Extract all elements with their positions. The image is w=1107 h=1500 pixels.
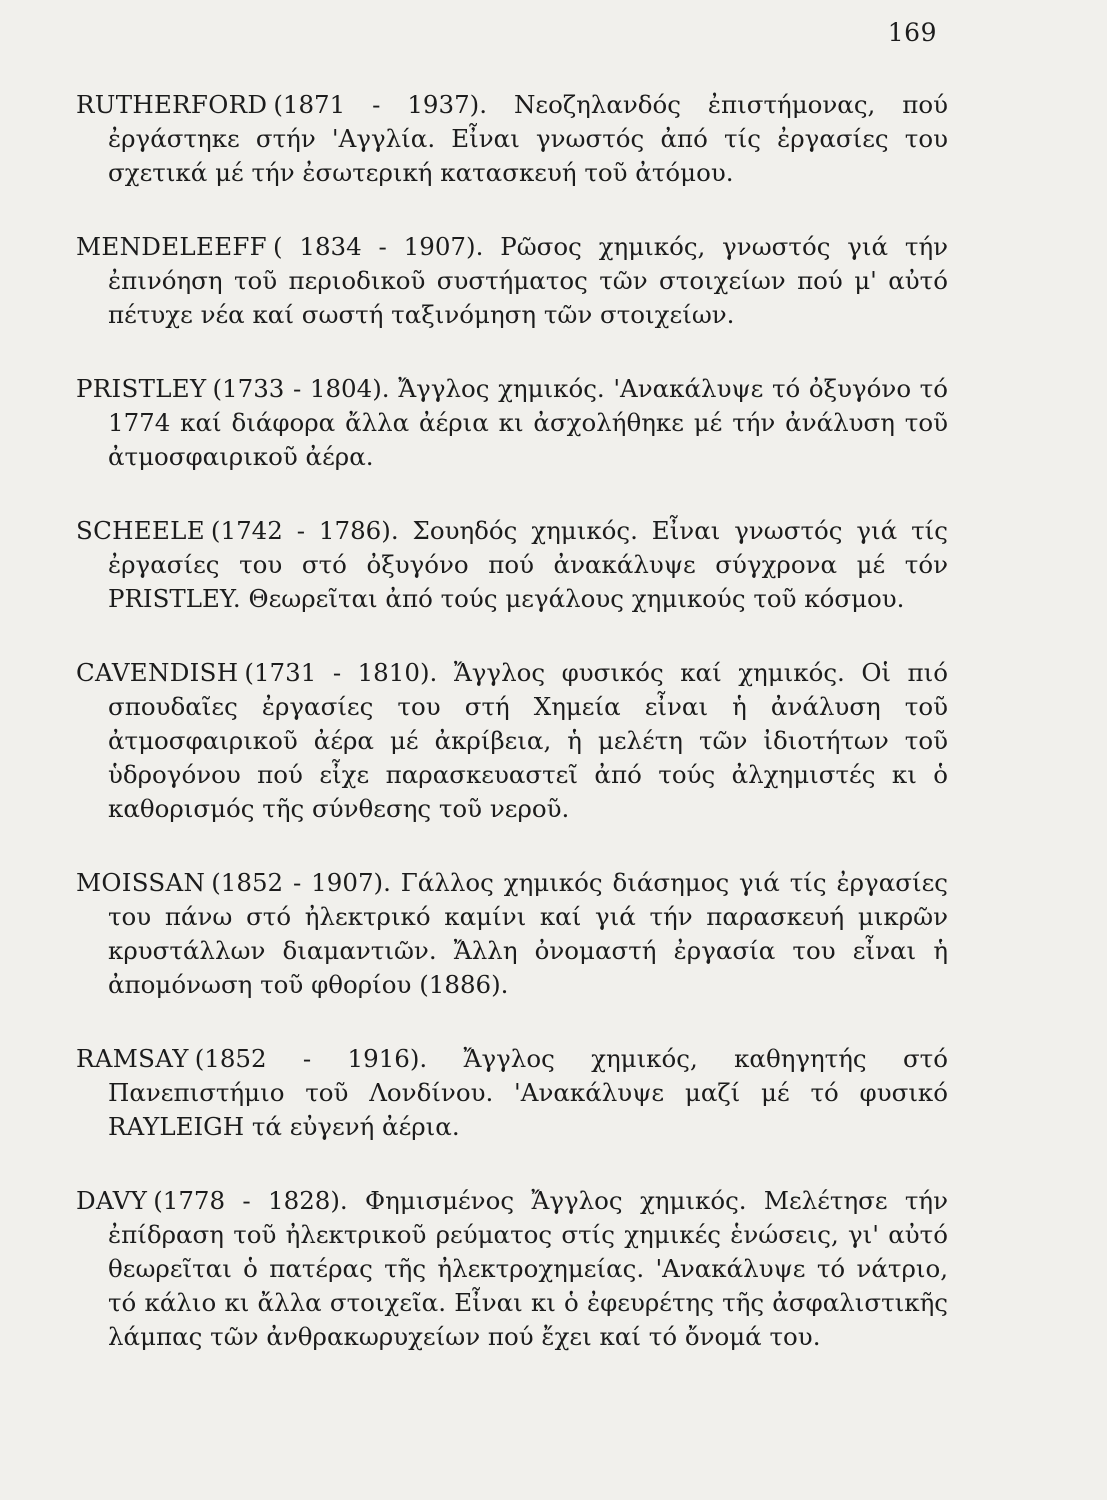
entry-text: Ἄγγλος χημικός, καθηγητής στό Πανεπιστήμιο τοῦ Λονδίνου. 'Ανακάλυψε μαζί μέ τό φυσικό RAYLEIGH τά εὐγενή ἀέρια. bbox=[108, 1044, 948, 1141]
entry-name: PRISTLEY bbox=[76, 374, 207, 403]
entry-name: RAMSAY bbox=[76, 1044, 189, 1073]
entry-name: SCHEELE bbox=[76, 516, 205, 545]
entry-cavendish bbox=[76, 656, 948, 826]
entry-dates: (1742 - 1786). bbox=[210, 516, 399, 545]
entry-pristley bbox=[76, 372, 948, 474]
entry-text: Ἄγγλος φυσικός καί χημικός. Οἱ πιό σπουδαῖες ἐργασίες του στή Χημεία εἶναι ἡ ἀνάλυση τοῦ ἀτμοσφαιρικοῦ ἀέρα μέ ἀκρίβεια, ἡ μελέτη τῶν ἰδιοτήτων τοῦ ὑδρογόνου πού εἶχε παρασκευαστεῖ ἀπό τούς ἀλχημιστές κι ὁ καθορισμός τῆς σύνθεσης τοῦ νεροῦ. bbox=[108, 658, 948, 823]
entry-name: RUTHERFORD bbox=[76, 90, 268, 119]
entry-text: Νεοζηλανδός ἐπιστήμονας, πού ἐργάστηκε στήν 'Αγγλία. Εἶναι γνωστός ἀπό τίς ἐργασίες του σχετικά μέ τήν ἐσωτερική κατασκευή τοῦ ἀτόμου. bbox=[108, 90, 948, 187]
entry-dates: (1733 - 1804). bbox=[212, 374, 390, 403]
entry-text: Σουηδός χημικός. Εἶναι γνωστός γιά τίς ἐργασίες του στό ὀξυγόνο πού ἀνακάλυψε σύγχρονα μέ τόν PRISTLEY. Θεωρεῖται ἀπό τούς μεγάλους χημικούς τοῦ κόσμου. bbox=[108, 516, 948, 613]
entry-name: DAVY bbox=[76, 1186, 148, 1215]
entry-text: Ἄγγλος χημικός. 'Ανακάλυψε τό ὀξυγόνο τό 1774 καί διάφορα ἄλλα ἀέρια κι ἀσχολήθηκε μέ τήν ἀνάλυση τοῦ ἀτμοσφαιρικοῦ ἀέρα. bbox=[108, 374, 948, 471]
entry-paragraph bbox=[76, 1042, 948, 1144]
entry-paragraph bbox=[76, 514, 948, 616]
entry-name: CAVENDISH bbox=[76, 658, 239, 687]
entry-rutherford bbox=[76, 88, 948, 190]
entry-dates: (1731 - 1810). bbox=[244, 658, 438, 687]
entry-dates: (1852 - 1916). bbox=[194, 1044, 428, 1073]
entry-paragraph bbox=[76, 372, 948, 474]
page-number: 169 bbox=[887, 18, 937, 47]
entry-paragraph bbox=[76, 656, 948, 826]
entry-paragraph bbox=[76, 866, 948, 1002]
entry-text: Ρῶσος χημικός, γνωστός γιά τήν ἐπινόηση τοῦ περιοδικοῦ συστήματος τῶν στοιχείων πού μ' αὐτό πέτυχε νέα καί σωστή ταξινόμηση τῶν στοιχείων. bbox=[108, 232, 949, 329]
entry-name: MENDELEEFF bbox=[76, 232, 267, 261]
entry-name: MOISSAN bbox=[76, 868, 206, 897]
entry-text: Φημισμένος Ἄγγλος χημικός. Μελέτησε τήν ἐπίδραση τοῦ ἠλεκτρικοῦ ρεύματος στίς χημικές ἑνώσεις, γι' αὐτό θεωρεῖται ὁ πατέρας τῆς ἠλεκτροχημείας. 'Ανακάλυψε τό νάτριο, τό κάλιο κι ἄλλα στοιχεῖα. Εἶναι κι ὁ ἐφευρέτης τῆς ἀσφαλιστικῆς λάμπας τῶν ἀνθρακωρυχείων πού ἔχει καί τό ὄνομά του. bbox=[108, 1186, 948, 1351]
entry-davy bbox=[76, 1184, 948, 1354]
entry-paragraph bbox=[76, 1184, 948, 1354]
entry-dates: (1871 - 1937). bbox=[273, 90, 488, 119]
entry-scheele bbox=[76, 514, 948, 616]
entry-mendeleeff bbox=[76, 230, 948, 332]
entry-text: Γάλλος χημικός διάσημος γιά τίς ἐργασίες του πάνω στό ἠλεκτρικό καμίνι καί γιά τήν παρασκευή μικρῶν κρυστάλλων διαμαντιῶν. Ἄλλη ὀνομαστή ἐργασία του εἶναι ἡ ἀπομόνωση τοῦ φθορίου (1886). bbox=[108, 868, 948, 999]
biography-list bbox=[76, 88, 948, 1394]
entry-dates: (1852 - 1907). bbox=[211, 868, 391, 897]
entry-ramsay bbox=[76, 1042, 948, 1144]
entry-moissan bbox=[76, 866, 948, 1002]
entry-dates: ( 1834 - 1907). bbox=[272, 232, 484, 261]
entry-dates: (1778 - 1828). bbox=[153, 1186, 348, 1215]
entry-paragraph bbox=[76, 88, 948, 190]
entry-paragraph bbox=[76, 230, 948, 332]
